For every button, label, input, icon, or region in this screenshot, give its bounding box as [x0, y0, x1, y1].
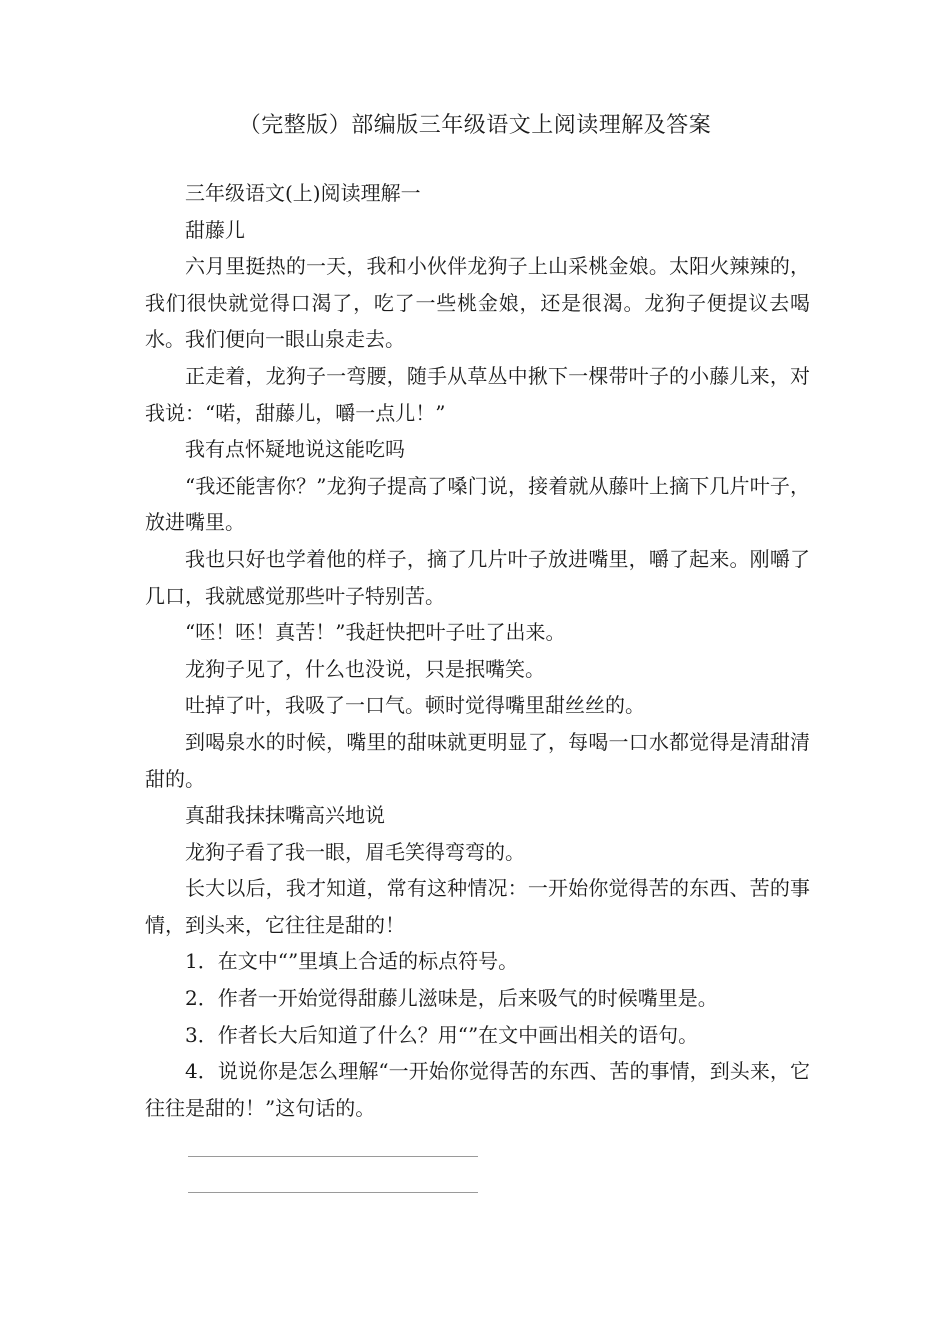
story-paragraph: 我有点怀疑地说这能吃吗 [185, 437, 405, 462]
story-paragraph: 正走着，龙狗子一弯腰，随手从草丛中揪下一棵带叶子的小藤儿来，对我说：“喏，甜藤儿，嚼一点儿！” [145, 363, 810, 425]
document-body [145, 175, 810, 1126]
story-paragraph: 到喝泉水的时候，嘴里的甜味就更明显了，每喝一口水都觉得是清甜清甜的。 [145, 729, 810, 791]
question-2: 2．作者一开始觉得甜藤儿滋味是，后来吸气的时候嘴里是。 [185, 986, 718, 1011]
story-paragraph: “我还能害你？”龙狗子提高了嗓门说，接着就从藤叶上摘下几片叶子，放进嘴里。 [145, 473, 810, 535]
question-4: 4．说说你是怎么理解“一开始你觉得苦的东西、苦的事情，到头来，它往往是甜的！”这句话的。 [145, 1059, 810, 1120]
story-paragraph: 长大以后，我才知道，常有这种情况：一开始你觉得苦的东西、苦的事情，到头来，它往往是甜的！ [145, 876, 810, 937]
story-paragraph: 六月里挺热的一天，我和小伙伴龙狗子上山采桃金娘。太阳火辣辣的，我们很快就觉得口渴了，吃了一些桃金娘，还是很渴。龙狗子便提议去喝水。我们便向一眼山泉走去。 [145, 254, 810, 352]
answer-line [188, 1192, 478, 1193]
story-paragraph: 我也只好也学着他的样子，摘了几片叶子放进嘴里，嚼了起来。刚嚼了几口，我就感觉那些叶子特别苦。 [145, 546, 810, 608]
story-paragraph: 龙狗子见了，什么也没说，只是抿嘴笑。 [185, 656, 545, 681]
answer-line [188, 1156, 478, 1157]
story-title: 甜藤儿 [185, 217, 245, 242]
question-3: 3．作者长大后知道了什么？用“”在文中画出相关的语句。 [185, 1022, 699, 1047]
story-paragraph: 真甜我抹抹嘴高兴地说 [185, 803, 385, 828]
question-1: 1．在文中“”里填上合适的标点符号。 [185, 949, 519, 974]
story-paragraph: 吐掉了叶，我吸了一口气。顿时觉得嘴里甜丝丝的。 [185, 693, 645, 718]
story-paragraph: 龙狗子看了我一眼，眉毛笑得弯弯的。 [185, 839, 525, 864]
section-heading: 三年级语文(上)阅读理解一 [185, 181, 421, 205]
story-paragraph: “呸！呸！真苦！”我赶快把叶子吐了出来。 [185, 620, 566, 645]
document-title: （完整版）部编版三年级语文上阅读理解及答案 [238, 113, 712, 138]
answer-lines [188, 1156, 478, 1228]
